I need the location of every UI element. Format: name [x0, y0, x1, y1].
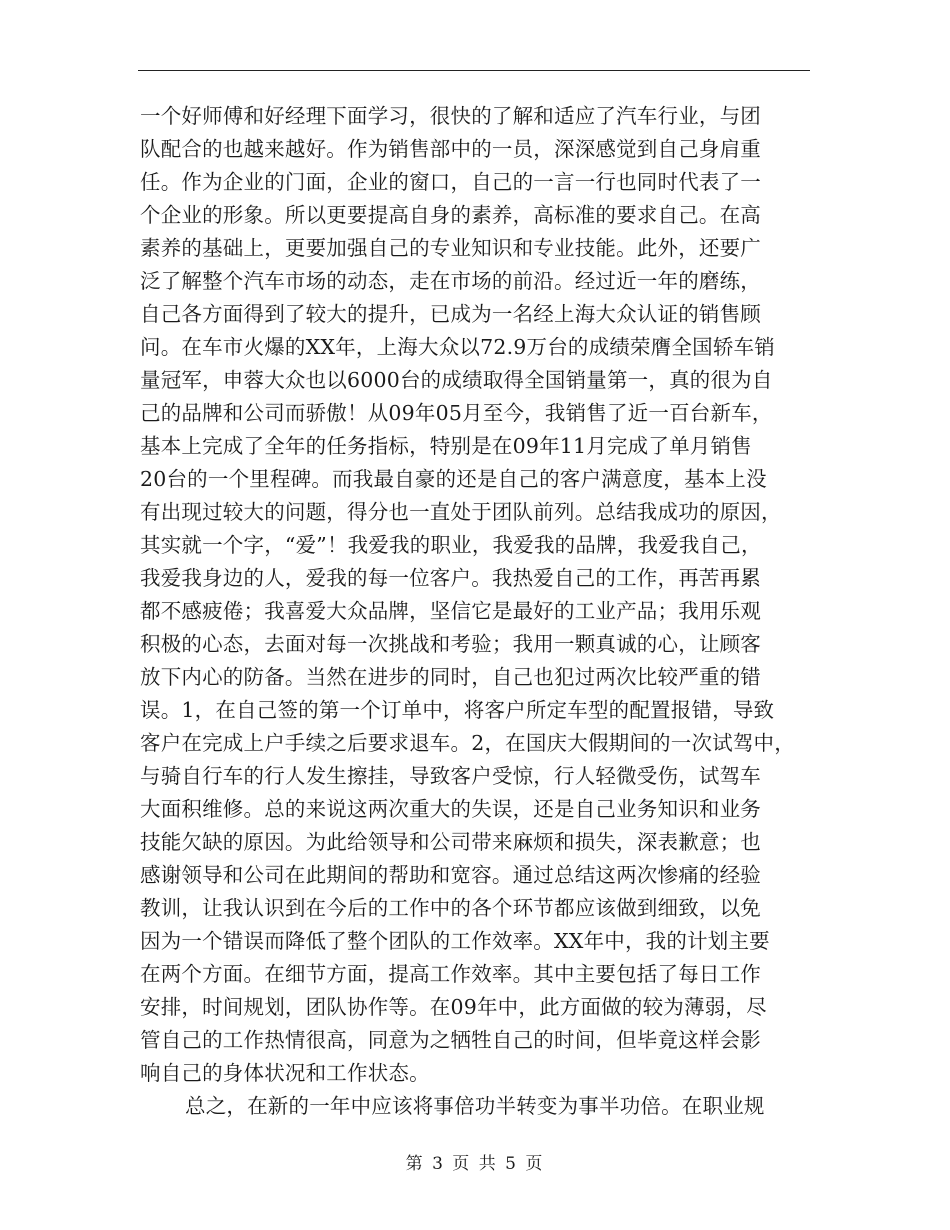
page-number-footer: 第 3 页 共 5 页	[405, 1154, 545, 1174]
text-line: 队配合的也越来越好。作为销售部中的一员，深深感觉到自己身肩重	[140, 137, 761, 161]
text-line: 有出现过较大的问题，得分也一直处于团队前列。总结我成功的原因，	[140, 500, 782, 524]
text-line: 积极的心态，去面对每一次挑战和考验；我用一颗真诚的心，让顾客	[140, 632, 761, 656]
text-line: 误。1，在自己签的第一个订单中，将客户所定车型的配置报错，导致	[140, 698, 775, 722]
text-line: 与骑自行车的行人发生擦挂，导致客户受惊，行人轻微受伤，试驾车	[140, 764, 761, 788]
text-line: 大面积维修。总的来说这两次重大的失误，还是自己业务知识和业务	[140, 797, 761, 821]
text-line: 响自己的身体状况和工作状态。	[140, 1061, 430, 1085]
text-line: 泛了解整个汽车市场的动态，走在市场的前沿。经过近一年的磨练，	[140, 269, 761, 293]
text-line: 管自己的工作热情很高，同意为之牺牲自己的时间，但毕竟这样会影	[140, 1028, 761, 1052]
text-line: 己的品牌和公司而骄傲！从09年05月至今，我销售了近一百台新车，	[140, 401, 773, 425]
text-line: 个企业的形象。所以更要提高自身的素养，高标准的要求自己。在高	[140, 203, 761, 227]
text-line: 都不感疲倦；我喜爱大众品牌，坚信它是最好的工业产品；我用乐观	[140, 599, 761, 623]
text-line: 教训，让我认识到在今后的工作中的各个环节都应该做到细致，以免	[140, 896, 761, 920]
text-line: 我爱我身边的人，爱我的每一位客户。我热爱自己的工作，再苦再累	[140, 566, 761, 590]
text-line: 自己各方面得到了较大的提升，已成为一名经上海大众认证的销售顾	[140, 302, 761, 326]
text-line: 基本上完成了全年的任务指标，特别是在09年11月完成了单月销售	[140, 434, 752, 458]
body-text	[140, 100, 820, 1123]
text-line: 一个好师傅和好经理下面学习，很快的了解和适应了汽车行业，与团	[140, 104, 761, 128]
text-line: 问。在车市火爆的XX年，上海大众以72.9万台的成绩荣膺全国轿车销	[140, 335, 775, 359]
text-line: 量冠军，申蓉大众也以6000台的成绩取得全国销量第一，真的很为自	[140, 368, 773, 392]
text-line: 其实就一个字，“爱”！我爱我的职业，我爱我的品牌，我爱我自己，	[140, 533, 762, 557]
text-line: 因为一个错误而降低了整个团队的工作效率。XX年中，我的计划主要	[140, 929, 770, 953]
text-line: 在两个方面。在细节方面，提高工作效率。其中主要包括了每日工作	[140, 962, 761, 986]
text-line: 安排，时间规划，团队协作等。在09年中，此方面做的较为薄弱，尽	[140, 995, 767, 1019]
text-line: 技能欠缺的原因。为此给领导和公司带来麻烦和损失，深表歉意；也	[140, 830, 761, 854]
text-line: 素养的基础上，更要加强自己的专业知识和专业技能。此外，还要广	[140, 236, 761, 260]
text-line: 客户在完成上户手续之后要求退车。2，在国庆大假期间的一次试驾中，	[140, 731, 795, 755]
text-line: 任。作为企业的门面，企业的窗口，自己的一言一行也同时代表了一	[140, 170, 761, 194]
text-line: 感谢领导和公司在此期间的帮助和宽容。通过总结这两次惨痛的经验	[140, 863, 761, 887]
paragraph-start-line: 总之，在新的一年中应该将事倍功半转变为事半功倍。在职业规	[185, 1094, 765, 1118]
header-rule	[138, 70, 810, 71]
text-line: 放下内心的防备。当然在进步的同时，自己也犯过两次比较严重的错	[140, 665, 761, 689]
text-line: 20台的一个里程碑。而我最自豪的还是自己的客户满意度，基本上没	[140, 467, 767, 491]
